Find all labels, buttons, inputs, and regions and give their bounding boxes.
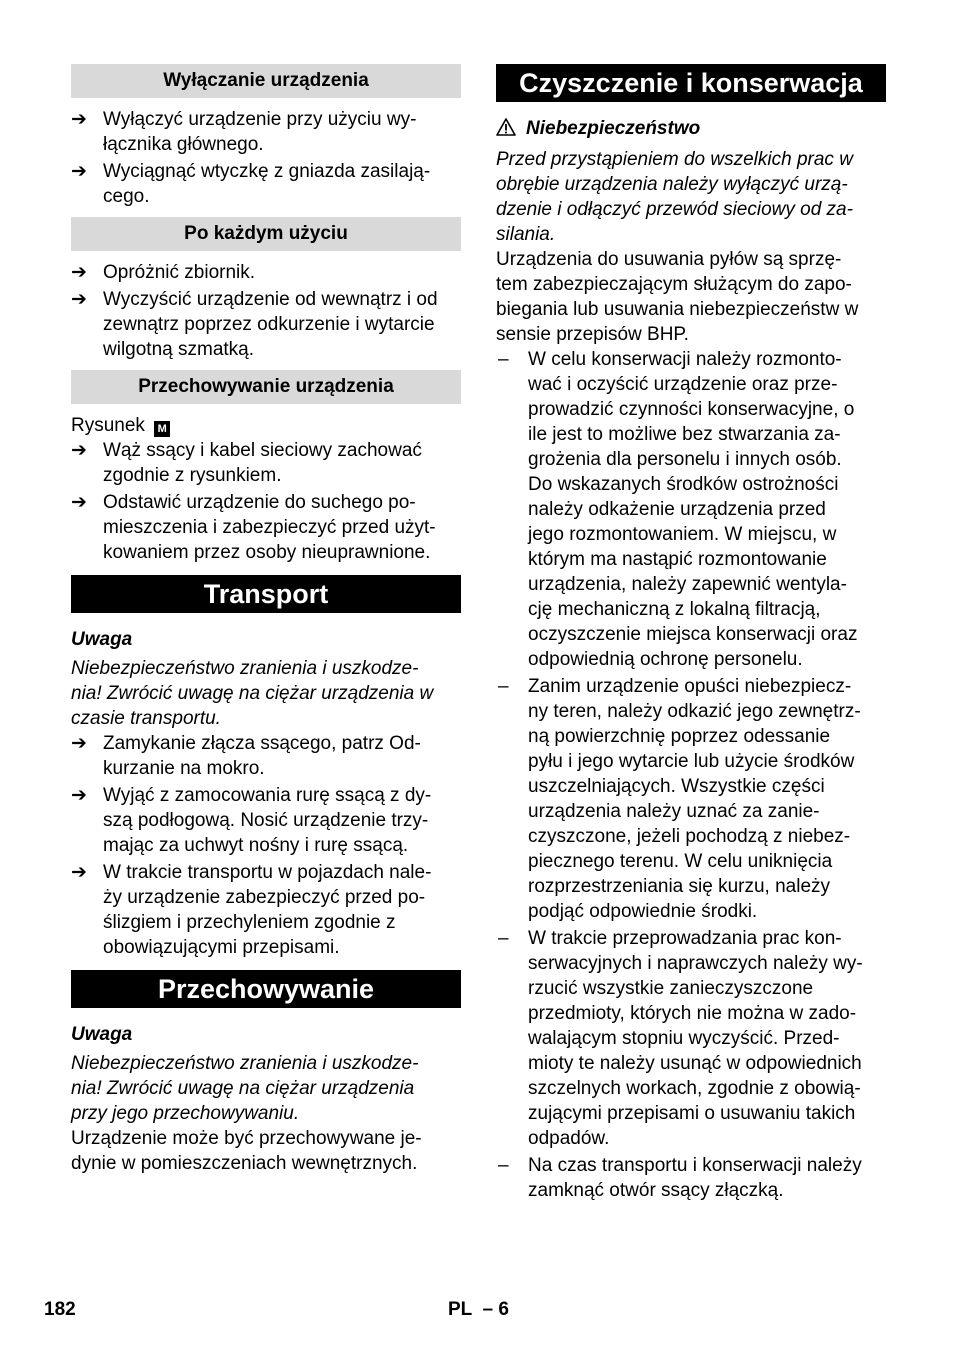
list-item xyxy=(71,287,461,362)
note-line: Niebezpieczeństwo zranienia i uszkodze- xyxy=(71,658,419,679)
after-use-steps xyxy=(71,260,461,362)
list-item-text-line: Wyłączyć urządzenie przy użyciu wy- xyxy=(103,109,417,130)
note-line: Niebezpieczeństwo zranienia i uszkodze- xyxy=(71,1053,419,1074)
danger-title-text: Niebezpieczeństwo xyxy=(526,118,701,139)
list-item-text-line: zamknąć otwór ssący złączką. xyxy=(528,1180,784,1201)
paragraph-line: Urządzenia do usuwania pyłów są sprzę- xyxy=(496,249,842,270)
arrow-icon: ➔ xyxy=(71,161,87,182)
list-item-text-line: ny teren, należy odkazić jego zewnętrz- xyxy=(528,701,861,722)
danger-body xyxy=(496,147,886,247)
list-item-text-line: Wąż ssący i kabel sieciowy zachować xyxy=(103,440,422,461)
list-item xyxy=(71,159,461,209)
list-item-text-line: przedmioty, których nie można w zado- xyxy=(528,1003,857,1024)
list-item-text-line: ile jest to możliwe bez stwarzania za- xyxy=(528,424,841,445)
arrow-icon: ➔ xyxy=(71,289,87,310)
list-item xyxy=(496,1153,886,1203)
list-item-text-line: czyszczone, jeżeli pochodzą z niebez- xyxy=(528,826,851,847)
arrow-icon: ➔ xyxy=(71,109,87,130)
section-heading-switch-off: Wyłączanie urządzenia xyxy=(71,64,461,98)
list-item-text-line: łącznika głównego. xyxy=(103,134,264,155)
list-item-text-line: zgodnie z rysunkiem. xyxy=(103,465,282,486)
list-item-text-line: ślizgiem i przechyleniem zgodnie z xyxy=(103,912,396,933)
list-item-text-line: zewnątrz poprzez odkurzenie i wytarcie xyxy=(103,314,435,335)
list-item-text-line: W trakcie transportu w pojazdach nale- xyxy=(103,862,432,883)
paragraph-line: Urządzenie może być przechowywane je- xyxy=(71,1128,422,1149)
list-item-text-line: ży urządzenie zabezpieczyć przed po- xyxy=(103,887,426,908)
list-item-text-line: rozprzestrzeniania się kurzu, należy xyxy=(528,876,831,897)
dash-bullet: – xyxy=(498,928,509,949)
list-item-text-line: Zanim urządzenie opuści niebezpiecz- xyxy=(528,676,852,697)
list-item xyxy=(71,260,461,285)
storage-text xyxy=(71,1126,461,1176)
list-item-text-line: zującymi przepisami o usuwaniu takich xyxy=(528,1103,856,1124)
list-item-text-line: szczelnych workach, zgodnie z obowią- xyxy=(528,1078,861,1099)
list-item-text-line: grożenia dla personelu i innych osób. xyxy=(528,449,842,470)
list-item-text-line: Odstawić urządzenie do suchego po- xyxy=(103,492,416,513)
switch-off-steps xyxy=(71,107,461,209)
section-heading-storage: Przechowywanie xyxy=(71,970,461,1008)
list-item-text-line: W celu konserwacji należy rozmonto- xyxy=(528,349,842,370)
list-item-text-line: wać i oczyścić urządzenie oraz prze- xyxy=(528,374,838,395)
dash-bullet: – xyxy=(498,349,509,370)
list-item-text-line: rzucić wszystkie zanieczyszczone xyxy=(528,978,814,999)
danger-line: dzenie i odłączyć przewód sieciowy od za- xyxy=(496,199,853,220)
list-item xyxy=(71,860,461,960)
list-item-text-line: uszczelniających. Wszystkie części xyxy=(528,776,825,797)
list-item xyxy=(71,438,461,488)
list-item-text-line: cję mechaniczną z lokalną filtracją, xyxy=(528,599,821,620)
list-item xyxy=(496,674,886,924)
list-item-text-line: urządzenia, należy zapewnić wentyla- xyxy=(528,574,847,595)
list-item-text-line: Wyczyścić urządzenie od wewnątrz i od xyxy=(103,289,438,310)
language-page-label: PL – 6 xyxy=(448,1299,509,1320)
arrow-icon: ➔ xyxy=(71,492,87,513)
list-item-text-line: mieszczenia i zabezpieczyć przed użyt- xyxy=(103,517,436,538)
page-footer xyxy=(0,1297,954,1325)
note-line: przy jego przechowywaniu. xyxy=(71,1103,300,1124)
danger-line: obrębie urządzenia należy wyłączyć urzą- xyxy=(496,174,848,195)
list-item xyxy=(496,347,886,672)
list-item-text-line: Zamykanie złącza ssącego, patrz Od- xyxy=(103,733,421,754)
list-item xyxy=(71,783,461,858)
transport-note-body xyxy=(71,656,461,731)
paragraph-line: sensie przepisów BHP. xyxy=(496,324,689,345)
danger-title xyxy=(496,116,886,143)
list-item-text-line: piecznego terenu. W celu uniknięcia xyxy=(528,851,833,872)
list-item xyxy=(71,731,461,781)
transport-note-title: Uwaga xyxy=(71,629,133,650)
list-item-text-line: oczyszczenie miejsca konserwacji oraz xyxy=(528,624,858,645)
list-item-text-line: Na czas transportu i konserwacji należy xyxy=(528,1155,862,1176)
cleaning-items xyxy=(496,347,886,1203)
paragraph-line: dynie w pomieszczeniach wewnętrznych. xyxy=(71,1153,418,1174)
list-item-text-line: Do wskazanych środków ostrożności xyxy=(528,474,839,495)
dash-bullet: – xyxy=(498,1155,509,1176)
list-item-text-line: Wyjąć z zamocowania rurę ssącą z dy- xyxy=(103,785,432,806)
section-heading-cleaning: Czyszczenie i konserwacja xyxy=(496,64,886,102)
arrow-icon: ➔ xyxy=(71,262,87,283)
section-heading-after-use: Po każdym użyciu xyxy=(71,217,461,251)
list-item-text-line: W trakcie przeprowadzania prac kon- xyxy=(528,928,842,949)
paragraph-line: biegania lub usuwania niebezpieczeństw w xyxy=(496,299,859,320)
dash-bullet: – xyxy=(498,676,509,697)
list-item-text-line: którym ma nastąpić rozmontowanie xyxy=(528,549,827,570)
list-item-text-line: obowiązującymi przepisami. xyxy=(103,937,340,958)
paragraph-line: tem zabezpieczającym służącym do zapo- xyxy=(496,274,852,295)
list-item-text-line: wilgotną szmatką. xyxy=(103,339,255,360)
figure-label: Rysunek xyxy=(71,415,145,436)
list-item-text-line: cego. xyxy=(103,186,150,207)
section-heading-storage-device: Przechowywanie urządzenia xyxy=(71,370,461,404)
list-item-text-line: odpadów. xyxy=(528,1128,610,1149)
danger-line: Przed przystąpieniem do wszelkich prac w xyxy=(496,149,853,170)
left-column xyxy=(71,64,461,1176)
storage-device-steps xyxy=(71,438,461,565)
list-item-text-line: kurzanie na mokro. xyxy=(103,758,265,779)
figure-m-icon: M xyxy=(154,421,170,437)
list-item-text-line: jego rozmontowaniem. W miejscu, w xyxy=(528,524,837,545)
arrow-icon: ➔ xyxy=(71,440,87,461)
list-item-text-line: pyłu i jego wytarcie lub użycie środków xyxy=(528,751,855,772)
arrow-icon: ➔ xyxy=(71,733,87,754)
list-item-text-line: Opróżnić zbiornik. xyxy=(103,262,256,283)
list-item-text-line: Wyciągnąć wtyczkę z gniazda zasilają- xyxy=(103,161,431,182)
danger-line: silania. xyxy=(496,224,556,245)
storage-note-title: Uwaga xyxy=(71,1024,133,1045)
list-item xyxy=(496,926,886,1151)
list-item-text-line: kowaniem przez osoby nieuprawnione. xyxy=(103,542,431,563)
list-item-text-line: odpowiednią ochronę personelu. xyxy=(528,649,803,670)
note-line: czasie transportu. xyxy=(71,708,221,729)
list-item-text-line: podjąć odpowiednie środki. xyxy=(528,901,758,922)
section-heading-transport: Transport xyxy=(71,575,461,613)
list-item-text-line: mając za uchwyt nośny i rurę ssącą. xyxy=(103,835,409,856)
transport-steps xyxy=(71,731,461,960)
list-item-text-line: należy odkażenie urządzenia przed xyxy=(528,499,826,520)
list-item xyxy=(71,107,461,157)
arrow-icon: ➔ xyxy=(71,862,87,883)
storage-note-body xyxy=(71,1051,461,1126)
list-item-text-line: walającym stopniu wyczyścić. Przed- xyxy=(528,1028,840,1049)
list-item-text-line: urządzenia należy uznać za zanie- xyxy=(528,801,820,822)
page-number: 182 xyxy=(44,1299,76,1320)
note-line: nia! Zwrócić uwagę na ciężar urządzenia xyxy=(71,1078,415,1099)
list-item xyxy=(71,490,461,565)
arrow-icon: ➔ xyxy=(71,785,87,806)
list-item-text-line: ną powierzchnię poprzez odessanie xyxy=(528,726,831,747)
list-item-text-line: szą podłogową. Nosić urządzenie trzy- xyxy=(103,810,429,831)
warning-triangle-icon xyxy=(496,118,518,143)
right-column xyxy=(496,64,886,1203)
list-item-text-line: prowadzić czynności konserwacyjne, o xyxy=(528,399,855,420)
list-item-text-line: mioty te należy usunąć w odpowiednich xyxy=(528,1053,862,1074)
cleaning-intro xyxy=(496,247,886,347)
list-item-text-line: serwacyjnych i naprawczych należy wy- xyxy=(528,953,863,974)
note-line: nia! Zwrócić uwagę na ciężar urządzenia w xyxy=(71,683,434,704)
figure-reference xyxy=(71,413,461,438)
